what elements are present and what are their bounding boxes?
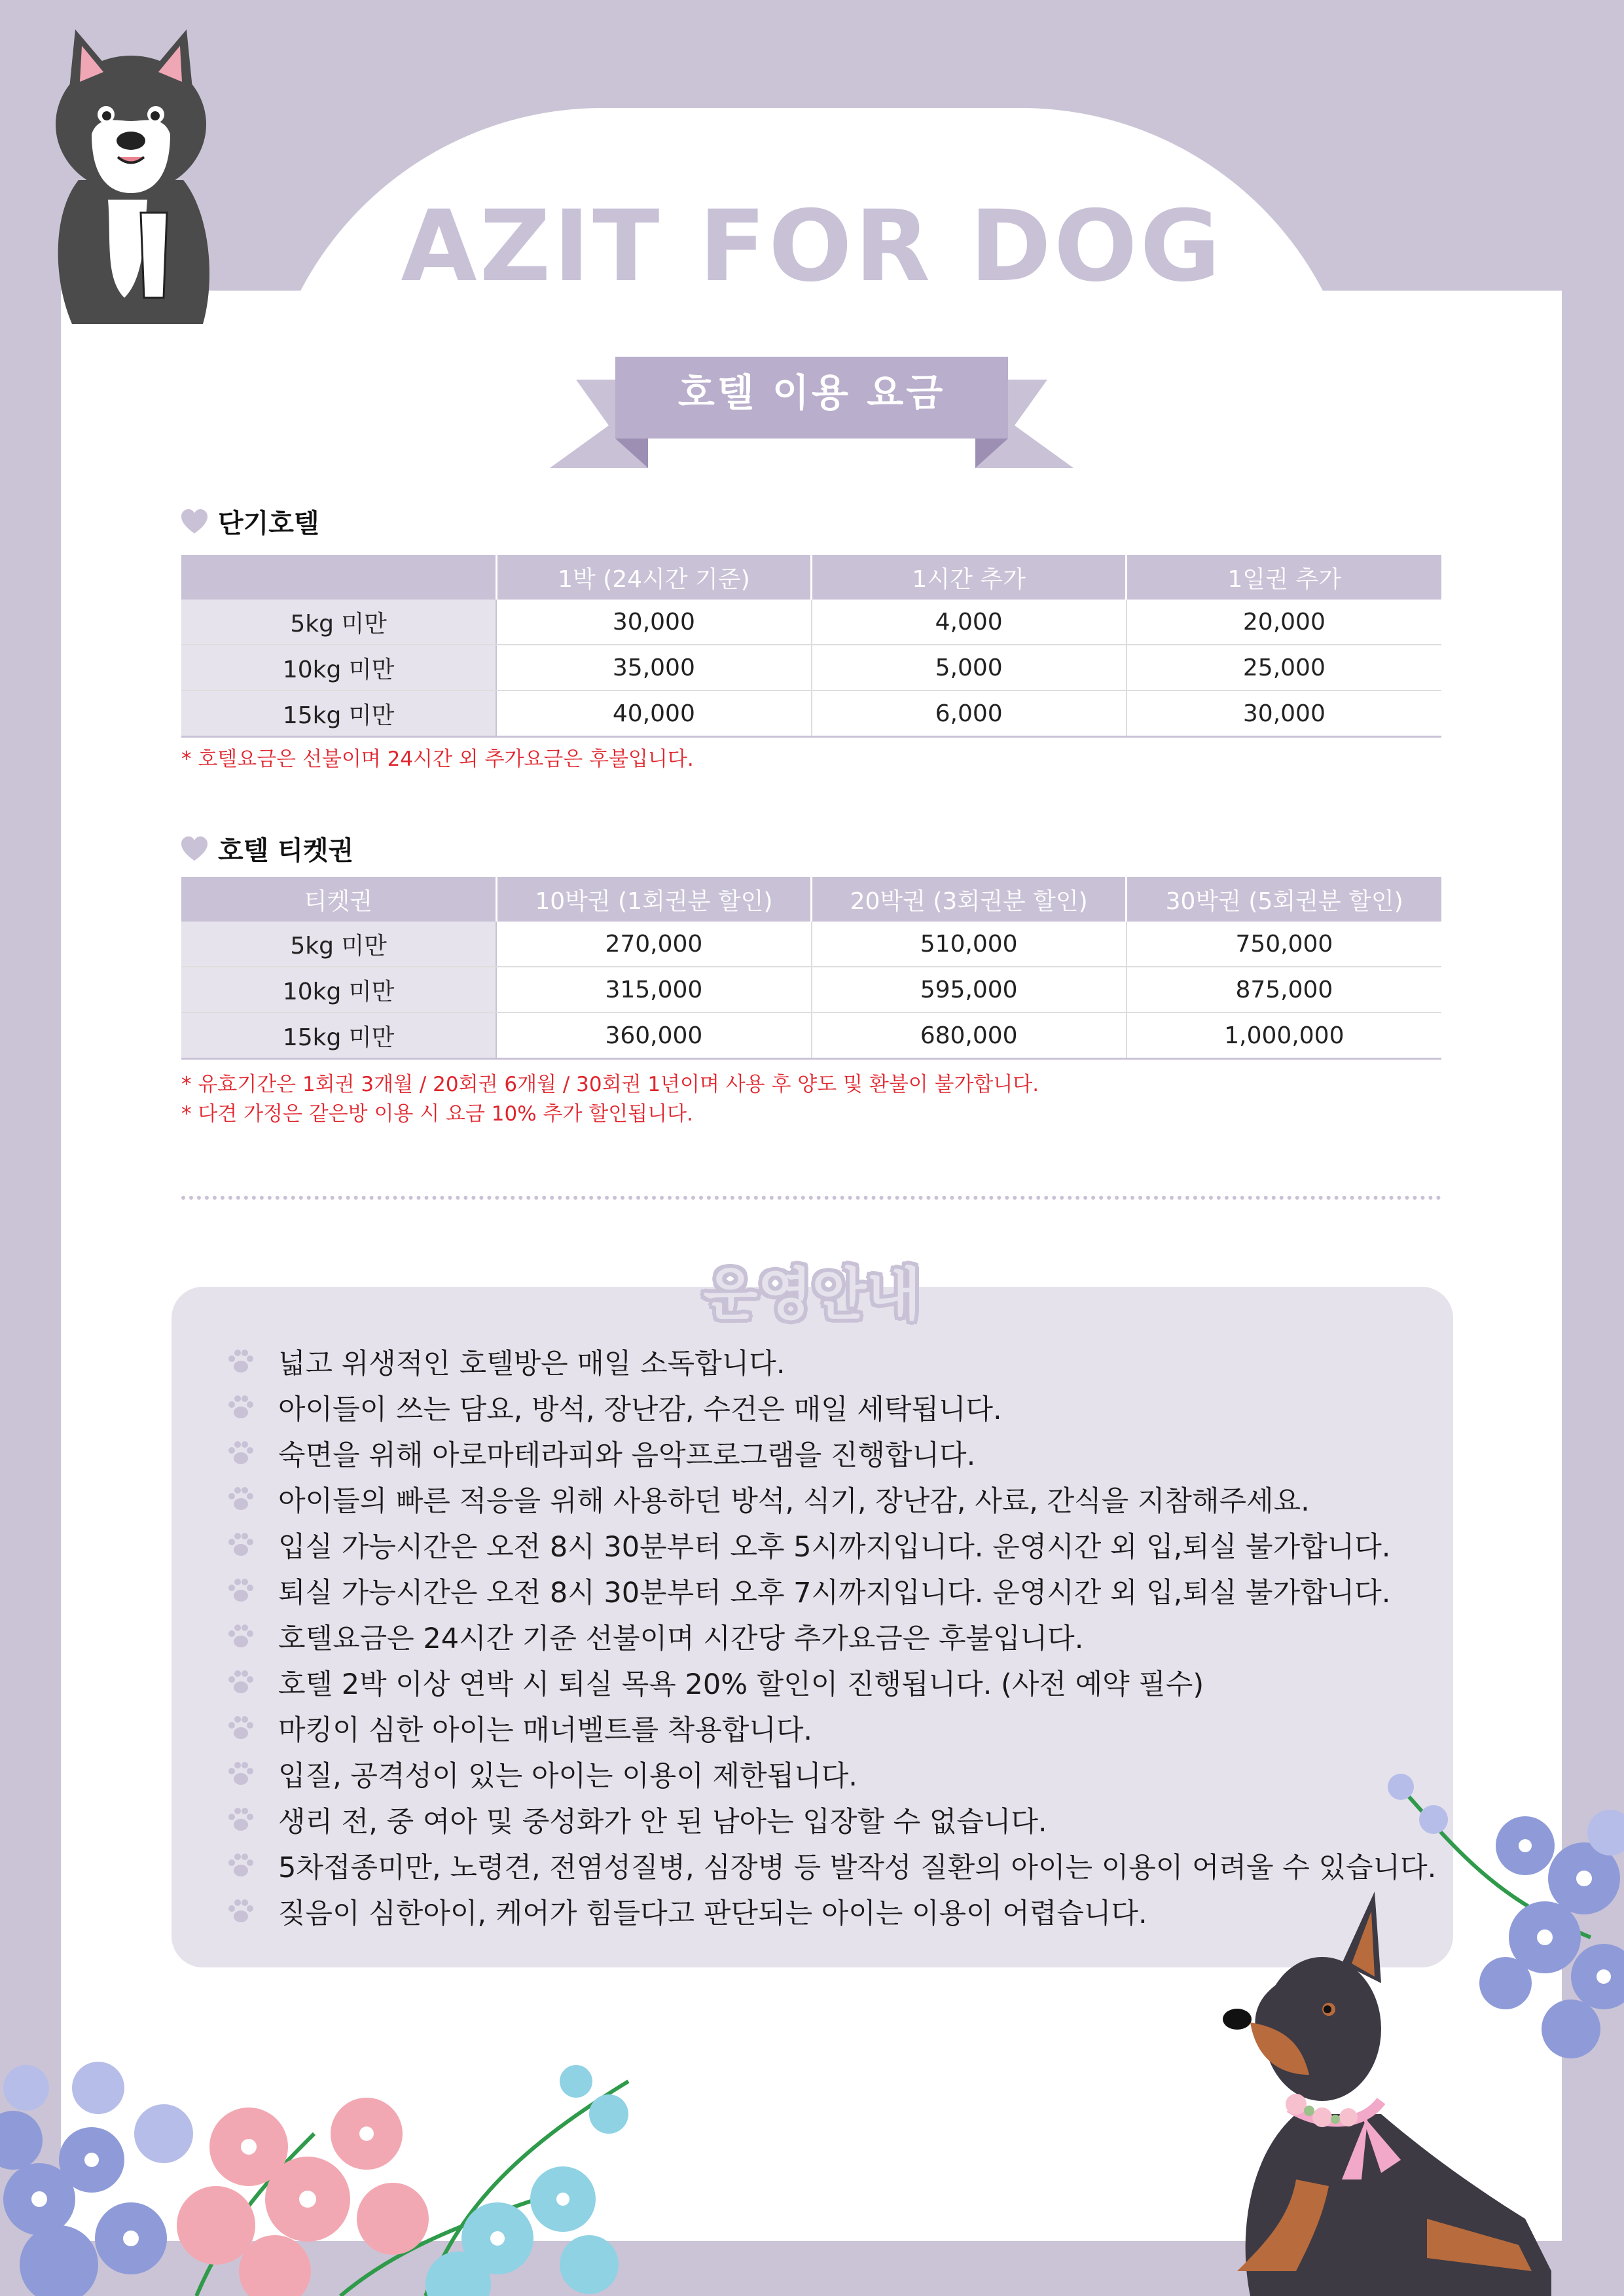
paw-icon [226, 1804, 256, 1835]
ribbon-title: 호텔 이용 요금 [677, 370, 946, 415]
price-cell: 360,000 [496, 1013, 811, 1059]
guide-item [226, 1659, 1443, 1705]
paw-icon [226, 1346, 256, 1376]
table-header-row [181, 555, 1441, 600]
table-header-cell [181, 555, 496, 600]
guide-item-text: 5차접종미만, 노령견, 전염성질병, 심장병 등 발작성 질환의 아이는 이용이 어려울 수 있습니다. [278, 1851, 1437, 1884]
paw-icon [226, 1438, 256, 1468]
table-row [181, 1013, 1441, 1059]
ticket-title [180, 830, 353, 867]
table-row [181, 967, 1441, 1013]
guide-item-text: 생리 전, 중 여아 및 중성화가 안 된 남아는 입장할 수 없습니다. [278, 1805, 1047, 1839]
weight-cell: 15kg 미만 [181, 691, 496, 737]
table-row [181, 691, 1441, 737]
guide-item [226, 1613, 1443, 1659]
paw-icon [226, 1759, 256, 1789]
ticket-note: * 유효기간은 1회권 3개월 / 20회권 6개월 / 30회권 1년이며 사용 후 양도 및 환불이 불가합니다. [181, 1073, 1039, 1096]
paw-icon [226, 1575, 256, 1605]
table-header-cell: 1박 (24시간 기준) [496, 555, 811, 600]
doberman-illustration [1211, 1878, 1564, 2296]
price-cell: 30,000 [496, 600, 811, 645]
guide-item-text: 숙면을 위해 아로마테라피와 음악프로그램을 진행합니다. [278, 1439, 976, 1472]
price-cell: 1,000,000 [1127, 1013, 1441, 1059]
price-cell: 750,000 [1127, 922, 1441, 967]
guide-item-text: 아이들의 빠른 적응을 위해 사용하던 방석, 식기, 장난감, 사료, 간식을 지참해주세요. [278, 1484, 1310, 1518]
short-hotel-note: * 호텔요금은 선불이며 24시간 외 추가요금은 후불입니다. [181, 747, 694, 771]
table-header-cell: 20박권 (3회권분 할인) [812, 877, 1127, 922]
table-header-cell: 티켓권 [181, 877, 496, 922]
price-cell: 680,000 [812, 1013, 1127, 1059]
paw-icon [226, 1667, 256, 1697]
guide-item [226, 1522, 1443, 1568]
price-cell: 4,000 [812, 600, 1127, 645]
guide-item [226, 1751, 1443, 1797]
guide-item-text: 퇴실 가능시간은 오전 8시 30분부터 오후 7시까지입니다. 운영시간 외 입,퇴실 불가합니다. [278, 1576, 1391, 1609]
guide-item-text: 짖음이 심한아이, 케어가 힘들다고 판단되는 아이는 이용이 어렵습니다. [278, 1897, 1147, 1930]
husky-illustration [33, 16, 223, 344]
paw-icon [226, 1896, 256, 1926]
paw-icon [226, 1713, 256, 1743]
table-row [181, 645, 1441, 691]
price-cell: 270,000 [496, 922, 811, 967]
guide-item-text: 입질, 공격성이 있는 아이는 이용이 제한됩니다. [278, 1759, 857, 1793]
guide-item-text: 넓고 위생적인 호텔방은 매일 소독합니다. [278, 1347, 785, 1380]
table-row [181, 600, 1441, 645]
guide-item-text: 아이들이 쓰는 담요, 방석, 장난감, 수건은 매일 세탁됩니다. [278, 1393, 1002, 1426]
table-header-row [181, 877, 1441, 922]
ticket-title-text: 호텔 티켓권 [218, 836, 354, 866]
guide-item-text: 마킹이 심한 아이는 매너벨트를 착용합니다. [278, 1713, 813, 1747]
guide-list [226, 1338, 1443, 1934]
heart-icon [180, 509, 209, 535]
ticket-note: * 다견 가정은 같은방 이용 시 요금 10% 추가 할인됩니다. [181, 1102, 693, 1126]
table-header-cell: 1일권 추가 [1127, 555, 1441, 600]
guide-item-text: 입실 가능시간은 오전 8시 30분부터 오후 5시까지입니다. 운영시간 외 입,퇴실 불가합니다. [278, 1530, 1391, 1564]
dotted-divider [181, 1196, 1441, 1200]
ticket-table [181, 877, 1441, 1060]
price-cell: 30,000 [1127, 691, 1441, 737]
price-cell: 875,000 [1127, 967, 1441, 1013]
weight-cell: 5kg 미만 [181, 600, 496, 645]
price-cell: 6,000 [812, 691, 1127, 737]
price-cell: 35,000 [496, 645, 811, 691]
ticket-notes [181, 1070, 1039, 1129]
short-hotel-title-text: 단기호텔 [218, 509, 319, 539]
guide-item [226, 1705, 1443, 1751]
table-header-cell: 1시간 추가 [812, 555, 1127, 600]
flower-bouquet-illustration [0, 2003, 707, 2296]
guide-item [226, 1338, 1443, 1384]
guide-item-text: 호텔 2박 이상 연박 시 퇴실 목욕 20% 할인이 진행됩니다. (사전 예약 필수) [278, 1668, 1204, 1701]
guide-item [226, 1797, 1443, 1842]
guide-item [226, 1430, 1443, 1476]
weight-cell: 5kg 미만 [181, 922, 496, 967]
short-hotel-title [180, 503, 319, 540]
table-header-cell: 10박권 (1회권분 할인) [496, 877, 811, 922]
paw-icon [226, 1530, 256, 1560]
price-cell: 315,000 [496, 967, 811, 1013]
paw-icon [226, 1621, 256, 1651]
guide-item [226, 1384, 1443, 1430]
heart-icon [180, 836, 209, 862]
price-cell: 595,000 [812, 967, 1127, 1013]
guide-item [226, 1568, 1443, 1613]
price-cell: 40,000 [496, 691, 811, 737]
paw-icon [226, 1392, 256, 1422]
brand-title: AZIT FOR DOG [401, 190, 1223, 304]
price-cell: 25,000 [1127, 645, 1441, 691]
price-cell: 5,000 [812, 645, 1127, 691]
table-header-cell: 30박권 (5회권분 할인) [1127, 877, 1441, 922]
short-hotel-table [181, 555, 1441, 738]
price-cell: 510,000 [812, 922, 1127, 967]
weight-cell: 10kg 미만 [181, 967, 496, 1013]
paw-icon [226, 1850, 256, 1880]
weight-cell: 15kg 미만 [181, 1013, 496, 1059]
guide-title: 운영안내 [703, 1262, 921, 1327]
weight-cell: 10kg 미만 [181, 645, 496, 691]
price-cell: 20,000 [1127, 600, 1441, 645]
guide-item [226, 1476, 1443, 1522]
table-row [181, 922, 1441, 967]
paw-icon [226, 1484, 256, 1514]
guide-item-text: 호텔요금은 24시간 기준 선불이며 시간당 추가요금은 후불입니다. [278, 1622, 1084, 1655]
